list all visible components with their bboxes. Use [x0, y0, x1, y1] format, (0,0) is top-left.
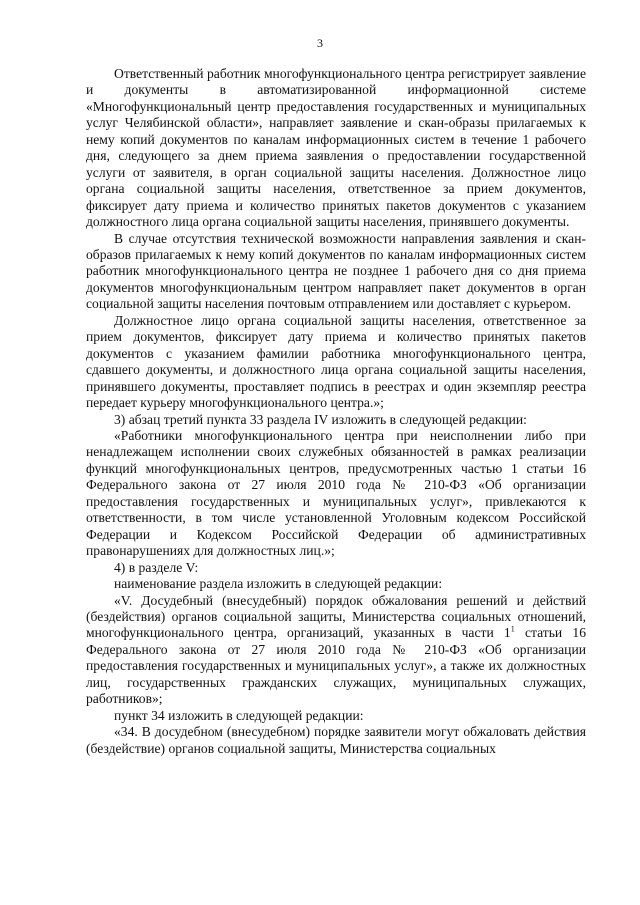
paragraph-section-v-title: [86, 593, 586, 708]
paragraph-official-receipt: Должностное лицо органа социальной защиты населения, ответственное за прием документов, фиксирует дату приема и количество принятых пакетов документов с указанием фамилии работника многофункционального центра, сдавшего документы, и должностного лица органа социальной защиты населения, принявшего документы, проставляет подпись в реестрах и один экземпляр реестра передает курьеру многофункционального центра.»;: [86, 312, 586, 411]
section-v-title-part2: статьи 16 Федерального закона от 27 июля 2010 года № 210-ФЗ «Об организации предоставления государственных и муниципальных услуг», а также их должностных лиц, государственных гражданских служащих, муниципальных служащих, работников»;: [86, 625, 586, 707]
paragraph-item-4: 4) в разделе V:: [114, 559, 199, 575]
superscript-1: 1: [510, 624, 515, 634]
page-number: 3: [317, 36, 323, 50]
paragraph-mfc-liability: «Работники многофункционального центра при неисполнении либо при ненадлежащем исполнении своих служебных обязанностей в рамках реализации функций многофункциональных центров, предусмотренных частью 1 статьи 16 Федерального закона от 27 июля 2010 года № 210-ФЗ «Об организации предоставления государственных и муниципальных услуг», привлекаются к ответственности, в том числе установленной Уголовным кодексом Российской Федерации и Кодексом Российской Федерации об административных правонарушениях для должностных лиц.»;: [86, 427, 586, 559]
section-v-title-part1: «V. Досудебный (внесудебный) порядок обжалования решений и действий (бездействия) органов социальной защиты, Министерства социальных отношений, многофункционального центра, организаций, указанных в части 1: [86, 592, 586, 641]
paragraph-mfc-registration: Ответственный работник многофункционального центра регистрирует заявление и документы в автоматизированной информационной системе «Многофункциональный центр предоставления государственных и муниципальных услуг Челябинской области», направляет заявление и скан-образы прилагаемых к нему копий документов по каналам информационных систем в течение 1 рабочего дня, следующего за днем приема заявления о предоставлении государственной услуги от заявителя, в орган социальной защиты населения. Должностное лицо органа социальной защиты населения, ответственное за прием документов, фиксирует дату приема и количество принятых пакетов документов с указанием должностного лица органа социальной защиты населения, принявшего документы.: [86, 66, 586, 230]
document-body: [86, 66, 586, 757]
paragraph-no-technical-possibility: В случае отсутствия технической возможности направления заявления и скан-образов прилагаемых к нему копий документов по каналам информационных систем работник многофункционального центра не позднее 1 рабочего дня со дня приема документов многофункциональным центром направляет пакет документов в орган социальной защиты населения почтовым отправлением или доставляет с курьером.: [86, 230, 586, 312]
paragraph-point-34: «34. В досудебном (внесудебном) порядке заявители могут обжаловать действия (бездействие) органов социальной защиты, Министерства социальных: [86, 724, 586, 756]
paragraph-item-3: 3) абзац третий пункта 33 раздела IV изложить в следующей редакции:: [114, 411, 527, 427]
paragraph-point-34-intro: пункт 34 изложить в следующей редакции:: [114, 707, 364, 723]
paragraph-section-title-intro: наименование раздела изложить в следующей редакции:: [114, 576, 443, 592]
